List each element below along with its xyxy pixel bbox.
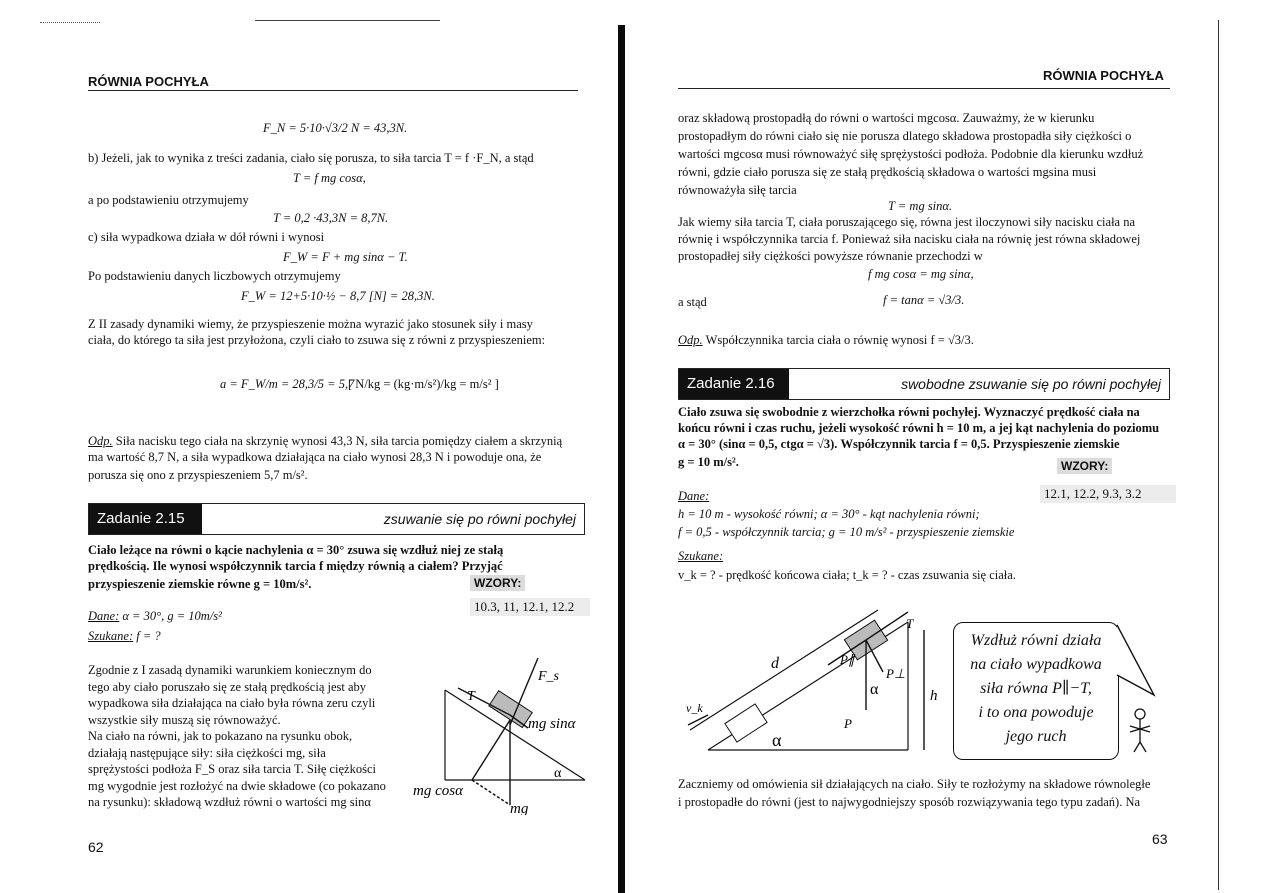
right-odp	[678, 332, 1170, 348]
eq-t-sin: T = mg sinα.	[888, 199, 953, 213]
fig-label-mgcos: mg cosα	[413, 783, 463, 799]
para-line: wartości mgcosα musi równoważyć siłę sprężystości podłoża. Podobnie dla kierunku wzdłuż	[678, 147, 1144, 161]
fig-label-t: T	[906, 616, 914, 631]
fig-label-fs: F_s	[538, 669, 559, 684]
body-line: działają następujące siły: siła ciężkości mg, siła	[88, 745, 326, 760]
eq-fw: F_W = F + mg sinα − T.	[283, 250, 408, 264]
scan-line	[255, 20, 440, 21]
stick-figure-icon	[1130, 709, 1150, 752]
right-szukane-values: v_k = ? - prędkość końcowa ciała; t_k = ? - czas zsuwania się ciała.	[678, 568, 1016, 582]
szukane-label: Szukane:	[88, 629, 134, 643]
force-vectors	[458, 658, 538, 805]
motion-vectors	[688, 612, 924, 750]
wzory-values: 10.3, 11, 12.1, 12.2	[470, 598, 590, 616]
right-bottom-text	[678, 776, 1170, 812]
zadanie-216-box	[678, 368, 1170, 400]
para-line: prostopadłej siły ciężkości powyższe równanie przechodzi w	[678, 249, 983, 263]
right-wzory-values: 12.1, 12.2, 9.3, 3.2	[1040, 485, 1176, 503]
z2-line2: ciała, do którego ta siła jest przyłożona, czyli ciało to zsuwa się z równi z przyspieszeniem:	[88, 333, 546, 347]
dane-values: α = 30°, g = 10m/s²	[122, 609, 222, 623]
para-line: oraz składową prostopadłą do równi o wartości mgcosα. Zauważmy, że w kierunku	[678, 111, 1095, 125]
fig-label-alpha2: α	[772, 730, 782, 750]
zad-216-line: α = 30° (sinα = 0,5, ctgα = √3). Współczynnik tarcia f = 0,5. Przyspieszenie ziemskie	[678, 437, 1120, 451]
stad-label: a stąd	[678, 295, 707, 309]
fig-label-mgsin: mg sinα	[528, 716, 576, 732]
bottom-line: i prostopadłe do równi (jest to najwygodniejszy sposób rozwiązywania tego typu zadań). Na	[678, 795, 1141, 809]
wzory-label: WZORY:	[470, 575, 525, 591]
odp-block	[88, 433, 588, 449]
right-para-2	[678, 214, 1170, 265]
para-line: równoważyła siłę tarcia	[678, 183, 797, 197]
fig-label-h: h	[930, 688, 938, 704]
bubble-tail-and-figure	[1110, 620, 1160, 760]
odp-line2: ma wartość 8,7 N, a siła wypadkowa działająca na ciało wynosi 28,3 N i powoduje ona, że	[88, 450, 542, 464]
right-page-number: 63	[1152, 831, 1168, 847]
pod-line: Po podstawieniu danych liczbowych otrzymujemy	[88, 269, 341, 283]
c-line: c) siła wypadkowa działa w dół równi i wynosi	[88, 230, 325, 244]
fig-label-t: T	[467, 689, 475, 704]
mgcos-arrow	[472, 720, 510, 780]
right-header-rule	[678, 88, 1170, 89]
right-edge-line	[1218, 20, 1219, 890]
incline-motion-figure	[678, 600, 948, 765]
eq-fn: F_N = 5·10·√3/2 N = 43,3N.	[263, 121, 408, 135]
eq-t-val: T = 0,2 ·43,3N = 8,7N.	[273, 211, 389, 225]
right-page-header: RÓWNIA POCHYŁA	[1043, 68, 1164, 83]
fig-label-alpha: α	[554, 766, 562, 781]
eq-t: T = f mg cosα,	[293, 171, 366, 185]
bottom-line: Zaczniemy od omówienia sił działających na ciało. Siły te rozłożymy na składowe równoległe	[678, 777, 1151, 791]
right-dane-1: h = 10 m - wysokość równi; α = 30° - kąt nachylenia równi;	[678, 507, 980, 521]
para-line: równi, gdzie ciało porusza się ze stałą prędkością składowa o wartości mgsina musi	[678, 165, 1097, 179]
odp-label: Odp.	[88, 434, 113, 448]
speech-bubble	[953, 622, 1119, 760]
zad-215-text1: Ciało leżące na równi o kącie nachylenia α = 30° zsuwa się wzdłuż niej ze stałą	[88, 543, 504, 557]
body-line: Na ciało na równi, jak to pokazano na rysunku obok,	[88, 729, 353, 743]
para-line: równię i współczynnika tarcia f. Ponieważ siła nacisku ciała na równię jest równa składowej	[678, 232, 1141, 246]
body-line: na rysunku): składową wzdłuż równi o wartości mg sinα	[88, 795, 371, 809]
bubble-line: na ciało wypadkowa	[970, 656, 1102, 673]
dane-row	[88, 608, 222, 624]
dash-link	[472, 780, 510, 805]
fig-label-alpha1: α	[870, 681, 879, 698]
body-line: Zgodnie z I zasadą dynamiki warunkiem koniecznym do	[88, 663, 372, 677]
bubble-line: Wzdłuż równi działa	[970, 632, 1102, 649]
right-para-1	[678, 110, 1170, 200]
para-line: Jak wiemy siła tarcia T, ciała poruszającego się, równa jest iloczynowi siły nacisku ciała na	[678, 215, 1136, 229]
fig-label-vk: v_k	[686, 701, 703, 715]
right-odp-text: Współczynnika tarcia ciała o równię wynosi f = √3/3.	[705, 333, 974, 347]
bubble-line: siła równa P∥−T,	[980, 680, 1092, 697]
body-line: tego aby ciało poruszało się ze stałą prędkością jest aby	[88, 679, 367, 694]
eq-tan: f = tanα = √3/3.	[883, 293, 965, 307]
bubble-line: i to ona powoduje	[978, 704, 1094, 721]
bubble-tail	[1117, 625, 1154, 695]
book-spine	[613, 0, 631, 893]
body-line: wypadkowa siła działająca na ciało była równa zeru czyli	[88, 696, 376, 710]
sub-line: a po podstawieniu otrzymujemy	[88, 193, 249, 207]
odp-line1: Siła nacisku tego ciała na skrzynię wynosi 43,3 N, siła tarcia pomiędzy ciałem a skrzynią	[115, 434, 563, 448]
zadanie-216-label: Zadanie 2.16	[679, 369, 789, 399]
eq-fmgcos: f mg cosα = mg sinα,	[868, 267, 974, 281]
body-line: mg wygodnie jest rozłożyć na dwie składowe (co pokazano	[88, 778, 386, 793]
scan-marks	[40, 22, 100, 25]
fig-label-p: P	[844, 716, 852, 731]
dane-label: Dane:	[88, 609, 120, 623]
right-szukane-label: Szukane:	[678, 549, 724, 563]
z2-line1: Z II zasady dynamiki wiemy, że przyspieszenie można wyrazić jako stosunek siły i masy	[88, 317, 533, 331]
left-body-text	[88, 662, 408, 811]
zadanie-216-subtitle: swobodne zsuwanie się po równi pochyłej	[901, 376, 1161, 392]
zad-216-line: g = 10 m/s².	[678, 455, 739, 469]
fig-label-p-perp: P⊥	[886, 666, 906, 681]
left-header-rule	[88, 90, 578, 91]
fig-label-d: d	[771, 655, 779, 672]
bubble-line: jego ruch	[1005, 728, 1067, 745]
zadanie-215-box	[88, 503, 585, 535]
spine-shadow	[618, 25, 625, 893]
right-dane-label: Dane:	[678, 489, 710, 503]
body-line: wszystkie siły muszą się równoważyć.	[88, 712, 281, 727]
zad-216-line: Ciało zsuwa się swobodnie z wierzchołka równi pochyłej. Wyznaczyć prędkość ciała na	[678, 405, 1140, 419]
zad-215-text2: prędkością. Ile wynosi współczynnik tarcia f między równią a ciałem? Przyjąć	[88, 559, 503, 573]
eq-unit: [ N/kg = (kg·m/s²)/kg = m/s² ]	[348, 377, 499, 391]
zad-216-line: końcu równi i czas ruchu, jeżeli wysokość równi h = 10 m, a jej kąt nachylenia do poziomu	[678, 421, 1160, 435]
eq-a: a = F_W/m = 28,3/5 = 5,7	[220, 377, 355, 391]
right-odp-label: Odp.	[678, 333, 703, 347]
bottom-block	[725, 704, 767, 742]
para-line: prostopadłym do równi ciało się nie porusza dlatego składowa prostopadła siły ciężkości o	[678, 129, 1132, 143]
zadanie-215-label: Zadanie 2.15	[89, 504, 202, 534]
b-line: b) Jeżeli, jak to wynika z treści zadania, ciało się porusza, to siła tarcia T = f ·F_N, a stąd	[88, 151, 534, 165]
left-page-header: RÓWNIA POCHYŁA	[88, 74, 209, 89]
incline-forces-figure	[410, 650, 595, 815]
fig-label-mg: mg	[510, 801, 529, 815]
odp-line3: porusza się ono z przyspieszeniem 5,7 m/s².	[88, 468, 308, 482]
body-line: sprężystości podłoża F_S oraz siła tarcia T. Siłę ciężkości	[88, 762, 376, 776]
szukane-row	[88, 628, 161, 644]
right-wzory-label: WZORY:	[1057, 458, 1112, 474]
left-page-number: 62	[88, 839, 104, 855]
eq-fw-val: F_W = 12+5·10·½ − 8,7 [N] = 28,3N.	[241, 289, 435, 303]
zad-215-text3: przyspieszenie ziemskie równe g = 10m/s².	[88, 577, 312, 591]
right-dane-2: f = 0,5 - współczynnik tarcia; g = 10 m/s² - przyspieszenie ziemskie	[678, 525, 1015, 539]
szukane-values: f = ?	[136, 629, 161, 643]
zadanie-215-subtitle: zsuwanie się po równi pochyłej	[383, 511, 576, 527]
fig-label-p-par: P∥	[840, 652, 855, 667]
